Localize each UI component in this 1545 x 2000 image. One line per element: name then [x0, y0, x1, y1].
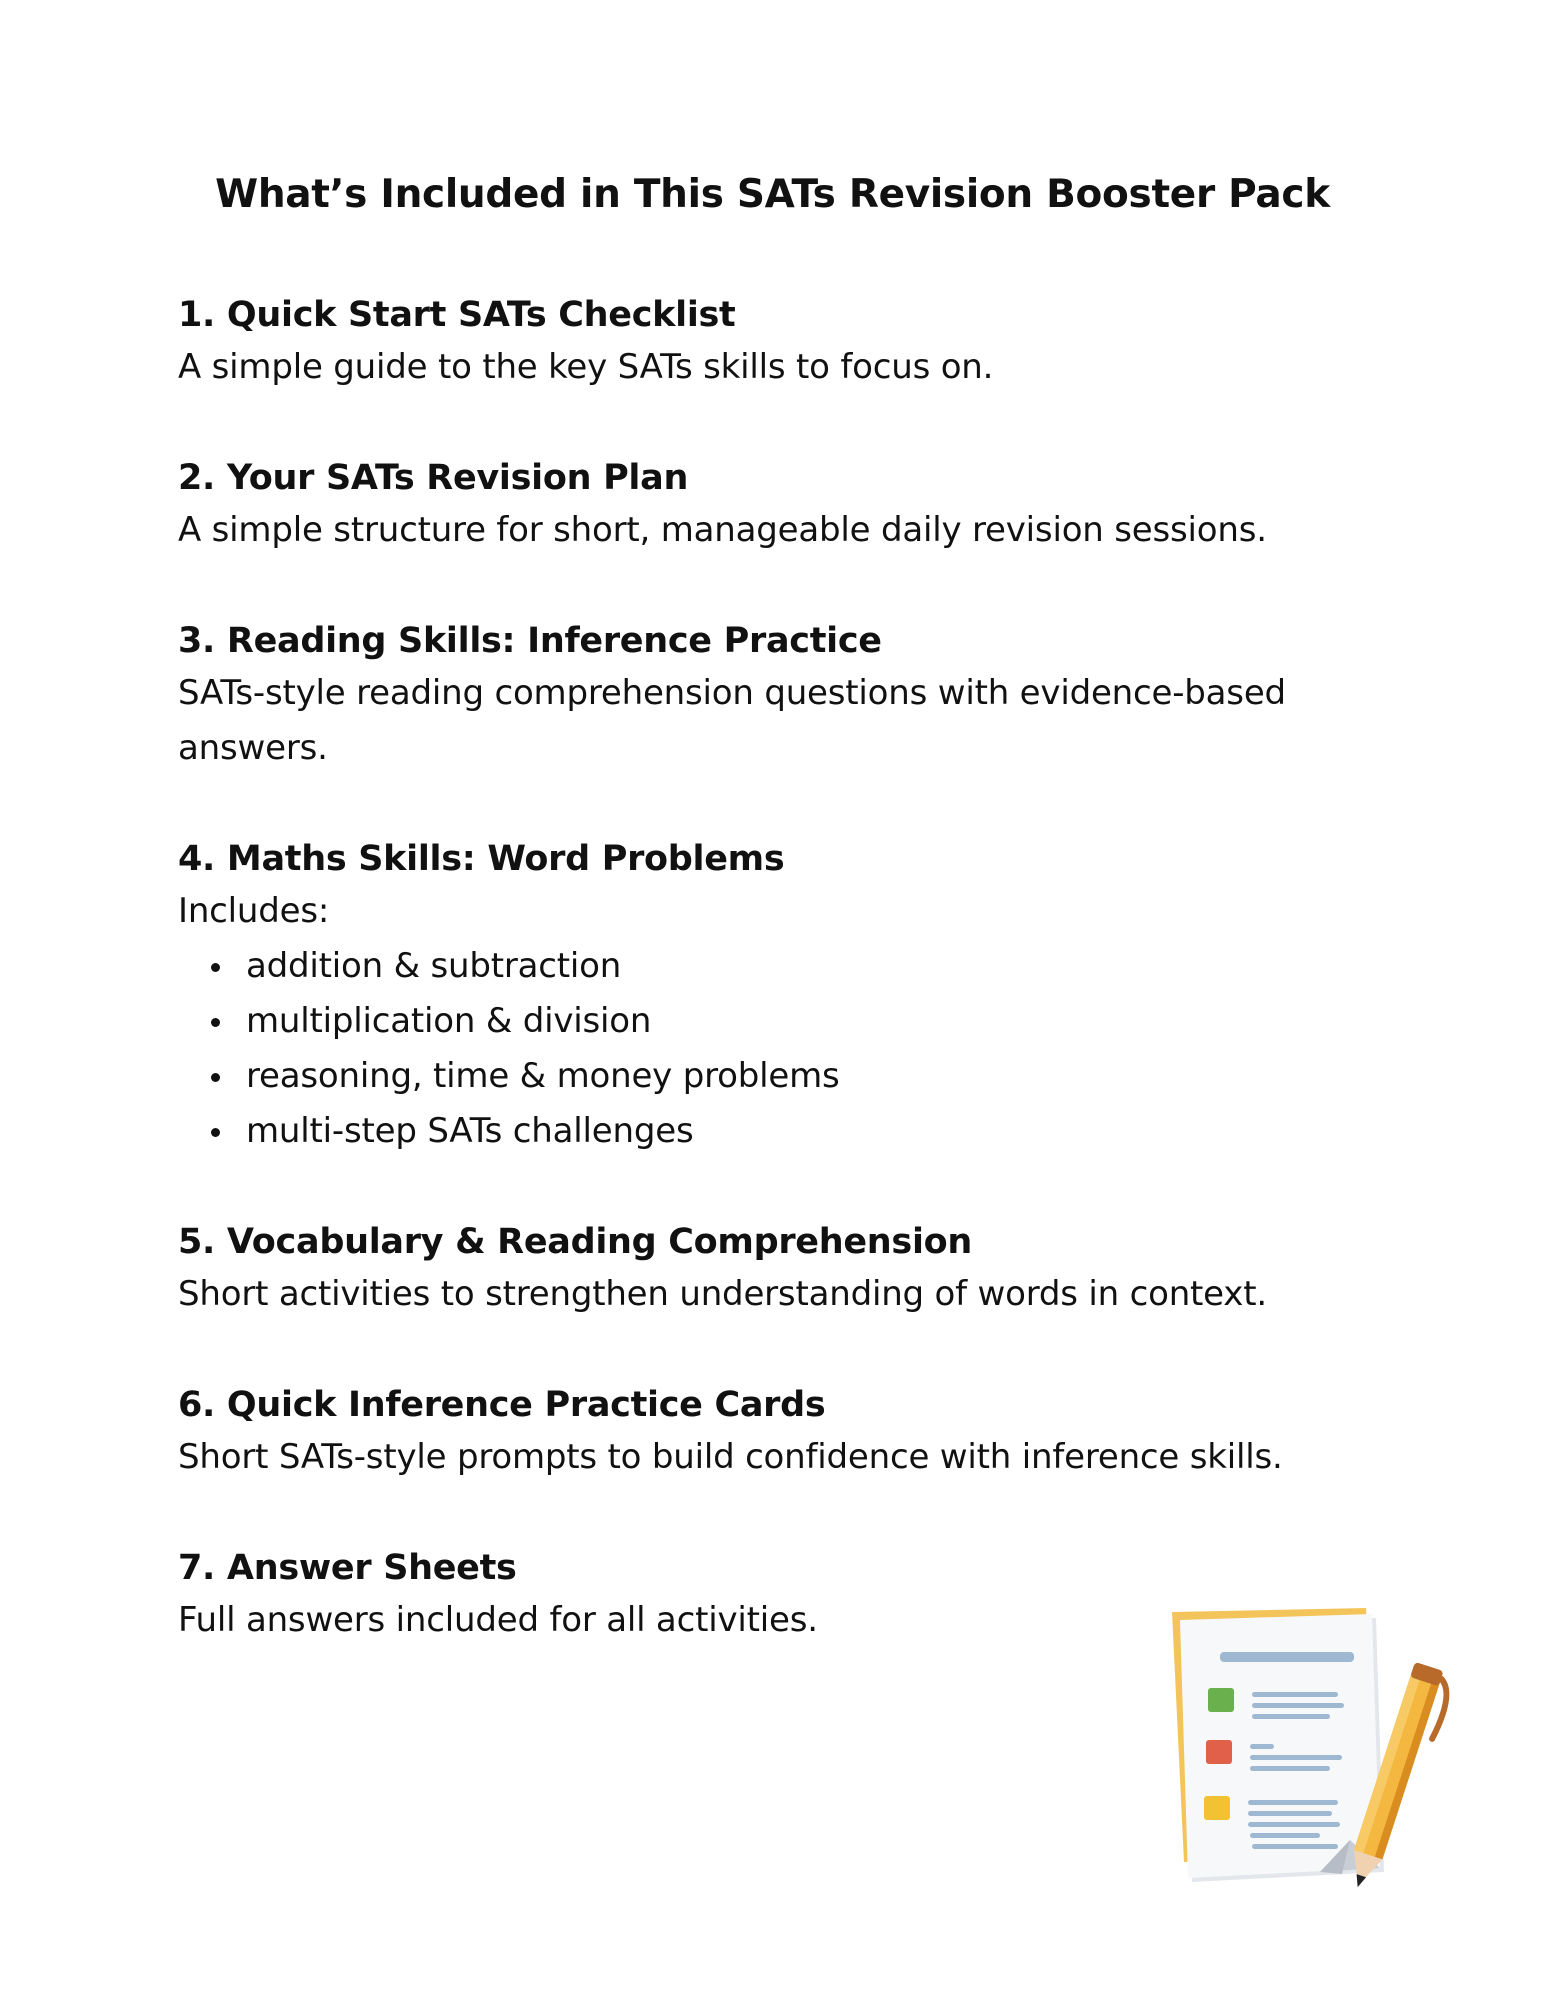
section-revision-plan — [178, 453, 1328, 558]
page-title: What’s Included in This SATs Revision Booster Pack — [215, 172, 1330, 217]
section-heading: 3. Reading Skills: Inference Practice — [178, 621, 882, 661]
section-description: Full answers included for all activities. — [178, 1600, 818, 1640]
content-list — [178, 290, 1328, 1706]
section-quick-start-checklist — [178, 290, 1328, 395]
section-description: Short activities to strengthen understanding of words in context. — [178, 1274, 1267, 1314]
section-heading: 4. Maths Skills: Word Problems — [178, 839, 785, 879]
section-reading-inference — [178, 616, 1328, 776]
list-item — [178, 1104, 1328, 1159]
worksheet-with-pencil-icon — [1170, 1600, 1450, 1900]
section-vocabulary — [178, 1217, 1328, 1322]
list-item — [178, 939, 1328, 994]
list-item — [178, 1049, 1328, 1104]
bullet-dot — [211, 1073, 220, 1082]
section-description: A simple guide to the key SATs skills to focus on. — [178, 347, 994, 387]
bullet-dot — [211, 1128, 220, 1137]
section-maths-word-problems — [178, 834, 1328, 1159]
section-description: Includes: — [178, 891, 330, 931]
section-description: A simple structure for short, manageable daily revision sessions. — [178, 510, 1267, 550]
section-inference-cards — [178, 1380, 1328, 1485]
section-heading: 5. Vocabulary & Reading Comprehension — [178, 1222, 973, 1262]
section-heading: 6. Quick Inference Practice Cards — [178, 1385, 826, 1425]
section-description: Short SATs-style prompts to build confidence with inference skills. — [178, 1437, 1283, 1477]
list-item-text: reasoning, time & money problems — [246, 1056, 840, 1096]
list-item-text: multiplication & division — [246, 1001, 652, 1041]
list-item — [178, 994, 1328, 1049]
section-description: SATs-style reading comprehension questions with evidence-based answers. — [178, 673, 1286, 768]
bullet-list — [178, 939, 1328, 1159]
section-heading: 1. Quick Start SATs Checklist — [178, 295, 736, 335]
list-item-text: addition & subtraction — [246, 946, 622, 986]
bullet-dot — [211, 1018, 220, 1027]
list-item-text: multi-step SATs challenges — [246, 1111, 694, 1151]
section-heading: 7. Answer Sheets — [178, 1548, 517, 1588]
section-answer-sheets — [178, 1543, 1328, 1648]
section-heading: 2. Your SATs Revision Plan — [178, 458, 689, 498]
bullet-dot — [211, 963, 220, 972]
